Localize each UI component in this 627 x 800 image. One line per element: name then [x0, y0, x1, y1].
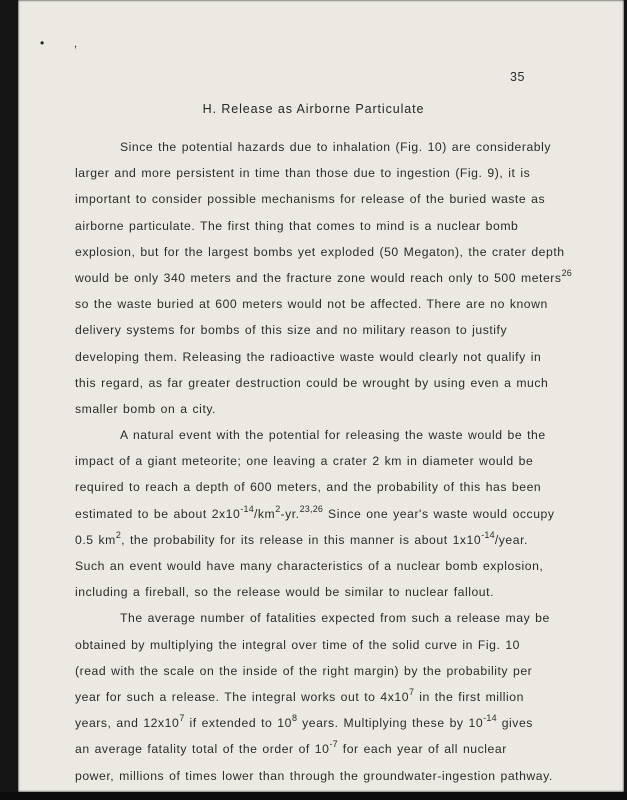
page-number: 35 — [510, 70, 525, 84]
text-segment: /km — [253, 506, 276, 521]
text-segment: Since one year's waste would occupy — [323, 506, 555, 521]
text-line — [75, 239, 565, 265]
text-segment: The average number of fatalities expected from such a release may be — [120, 611, 550, 626]
text-segment: airborne particulate. The first thing that comes to mind is a nuclear bomb — [75, 218, 519, 233]
superscript: 7 — [409, 686, 415, 697]
text-segment: Such an event would have many characteristics of a nuclear bomb explosion, — [75, 559, 544, 573]
stray-mark-comma: , — [74, 38, 78, 50]
text-line — [75, 605, 555, 631]
text-segment: A natural event with the potential for releasing the waste would be the — [120, 428, 546, 443]
body-text — [75, 134, 572, 789]
text-line — [75, 370, 555, 396]
scan-edge — [0, 792, 627, 800]
text-segment: required to reach a depth of 600 meters, and the probability of this has been — [75, 480, 542, 495]
text-segment: Since the potential hazards due to inhalation (Fig. 10) are considerably — [120, 140, 552, 154]
text-line — [75, 448, 555, 474]
text-segment: would be only 340 meters and the fracture zone would reach only to 500 meters — [75, 270, 562, 285]
text-line — [75, 710, 555, 736]
text-line — [75, 422, 555, 448]
text-line — [75, 684, 555, 710]
text-line — [75, 317, 555, 343]
text-line — [75, 265, 572, 291]
superscript: 2 — [115, 529, 122, 540]
text-segment: developing them. Releasing the radioactive waste would clearly not qualify in — [75, 349, 542, 364]
text-line — [75, 291, 555, 317]
text-segment: year for such a release. The integral works out to 4x10 — [75, 689, 410, 704]
text-line — [75, 579, 555, 605]
text-line — [75, 186, 555, 212]
text-segment: estimated to be about 2x10 — [75, 506, 241, 521]
text-line — [75, 501, 555, 527]
text-segment: years, and 12x10 — [75, 716, 180, 731]
text-segment: impact of a giant meteorite; one leaving a crater 2 km in diameter would be — [75, 454, 534, 469]
superscript: 8 — [291, 713, 298, 724]
text-segment: obtained by multiplying the integral over time of the solid curve in Fig. 10 — [75, 637, 521, 652]
text-line — [75, 134, 555, 160]
text-segment: so the waste buried at 600 meters would not be affected. There are no known — [75, 297, 548, 312]
text-line — [75, 160, 555, 186]
text-line — [75, 527, 555, 553]
text-line — [75, 632, 555, 658]
text-segment: explosion, but for the largest bombs yet exploded (50 Megaton), the crater depth — [75, 244, 565, 259]
superscript: 26 — [561, 267, 572, 278]
superscript: -7 — [329, 739, 338, 750]
text-segment: delivery systems for bombs of this size and no military reason to justify — [75, 323, 508, 338]
text-segment: /year. — [494, 532, 528, 547]
text-segment: power, millions of times lower than through the groundwater-ingestion pathway. — [75, 768, 553, 783]
superscript: 7 — [179, 713, 185, 724]
text-line — [75, 396, 555, 422]
text-line — [75, 658, 555, 684]
text-segment: , the probability for its release in this manner is about 1x10 — [121, 532, 482, 547]
superscript: 23,26 — [299, 503, 324, 514]
text-segment: larger and more persistent in time than those due to ingestion (Fig. 9), it is — [75, 166, 531, 181]
text-segment: smaller bomb on a city. — [75, 401, 217, 416]
text-segment: for each year of all nuclear — [337, 742, 507, 757]
superscript: -14 — [481, 529, 495, 540]
text-line — [75, 344, 555, 370]
text-segment: 0.5 km — [75, 532, 116, 547]
text-segment: years. Multiplying these by 10 — [297, 716, 484, 731]
text-segment: gives — [496, 716, 533, 731]
text-line — [75, 474, 555, 500]
text-segment: including a fireball, so the release would be similar to nuclear fallout. — [75, 585, 495, 600]
text-segment: important to consider possible mechanisms for release of the buried waste as — [75, 192, 546, 207]
text-segment: an average fatality total of the order of 10 — [75, 742, 330, 757]
section-heading: H. Release as Airborne Particulate — [202, 102, 425, 116]
stray-mark-dot: • — [40, 36, 45, 50]
text-line — [75, 213, 555, 239]
text-line — [75, 553, 555, 579]
superscript: -14 — [240, 503, 254, 514]
text-segment: (read with the scale on the inside of the right margin) by the probability per — [75, 663, 533, 678]
text-segment: in the first million — [414, 689, 524, 704]
text-segment: -yr. — [280, 506, 300, 521]
text-segment: this regard, as far greater destruction could be wrought by using even a much — [75, 375, 549, 390]
text-segment: if extended to 10 — [184, 716, 292, 731]
superscript: -14 — [483, 713, 497, 724]
text-line — [75, 736, 555, 762]
superscript: 2 — [275, 503, 281, 514]
text-line — [75, 763, 555, 789]
